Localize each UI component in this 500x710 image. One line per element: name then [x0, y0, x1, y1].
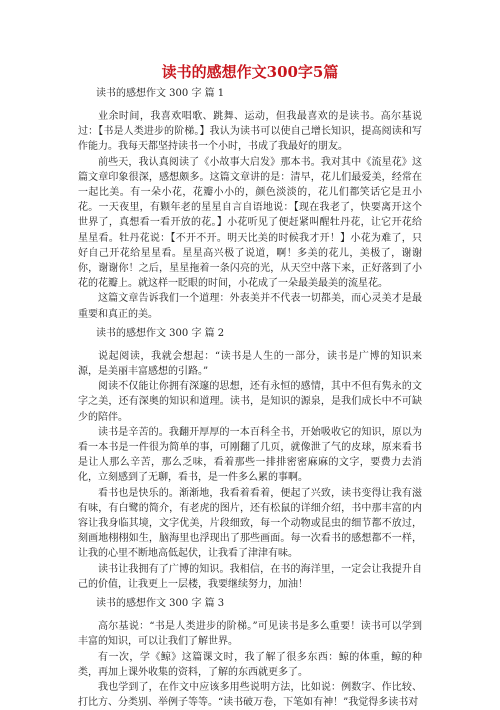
essay-section-2 [78, 326, 422, 592]
essay-section-1 [78, 86, 422, 322]
paragraph: 读书让我拥有了广博的知识。我相信，在书的海洋里，一定会让我提升自己的价值，让我更上一层楼，我要继续努力，加油！ [78, 563, 422, 590]
paragraph: 阅读不仅能让你拥有深邃的思想，还有永恒的感情，其中不但有隽永的文字之美，还有深奥的知识和道理。读书，是知识的源泉，是我们成长中不可缺少的陪伴。 [78, 381, 422, 423]
section-heading: 读书的感想作文 300 字 篇 1 [96, 88, 225, 99]
paragraph: 读书是辛苦的。我翻开厚厚的一本百科全书，开始吸收它的知识，原以为看一本书是一件很为简单的事，可刚翻了几页，就像泄了气的皮球，原来看书是让人那么辛苦，那么乏味，看着那些一排排密密麻麻的文字，要费力去消化，立刻感到了无聊，看书，是一件多么累的事啊。 [78, 426, 422, 484]
paragraph: 高尔基说：“书是人类进步的阶梯。”可见读书是多么重要！读书可以学到丰富的知识，可以让我们了解世界。 [78, 621, 422, 648]
paragraph: 这篇文章告诉我们一个道理：外表美并不代表一切都美，而心灵美才是最重要和真正的美。 [78, 293, 422, 320]
paragraph: 我也学到了，在作文中应该多用些说明方法，比如说：例数字、作比较、打比方、分类别、举例子等等。“读书破万卷，下笔如有神！”我觉得多读书对 [78, 681, 422, 709]
paragraph: 说起阅读，我就会想起：“读书是人生的一部分，读书是广博的知识来源，是美丽丰富感想的引路。” [78, 350, 422, 378]
essay-section-3 [78, 596, 422, 710]
paragraph: 前些天，我认真阅读了《小故事大启发》那本书。我对其中《流星花》这篇文章印象很深，感想颇多。这篇文章讲的是：清早，花儿们最爱美，经常在一起比美。有一朵小花，花瓣小小的，颜色淡淡的，花儿们都笑话它是丑小花。一天夜里，有颗年老的星星自言自语地说：【现在我老了，快要离开这个世界了，真想看一看开放的花。】小花听见了便赶紧叫醒牡丹花，让它开花给星星看。牡丹花说：【不开不开。明天比美的时候我才开！】小花为难了，只好自己开花给星星看。星星高兴极了说道，啊！多美的花儿，美极了，谢谢你，谢谢你！之后，星星拖着一条闪亮的光，从天空中落下来，正好落到了小花的花瓣上。就这样一眨眼的时间，小花成了一朵最美最美的流星花。 [78, 156, 422, 290]
paragraph: 看书也是快乐的。渐渐地，我看着看着，便起了兴致，读书变得让我有滋有味，有白鹭的简介，有老虎的图片，还有松鼠的详细介绍，书中那丰富的内容让我身临其境，文字优美，片段细致，每一个动物或昆虫的细节都不放过，刻画地栩栩如生，脑海里也浮现出了那些画面。每一次看书的感想都不一样，让我的心里不断地高低起伏，让我看了津津有味。 [78, 487, 422, 560]
document-title: 读书的感想作文300字5篇 [161, 63, 339, 81]
paragraph: 有一次，学《鲸》这篇课文时，我了解了很多东西：鲸的体重，鲸的种类，再加上课外收集的资料，了解的东西就更多了。 [78, 651, 422, 678]
paragraph: 业余时间，我喜欢唱歌、跳舞、运动，但我最喜欢的是读书。高尔基说过：【书是人类进步的阶梯。】我认为读书可以使自己增长知识，提高阅读和写作能力。我每天都坚持读书一个小时，书成了我最好的朋友。 [78, 111, 422, 153]
section-heading: 读书的感想作文 300 字 篇 3 [96, 598, 225, 610]
section-heading: 读书的感想作文 300 字 篇 2 [96, 327, 225, 339]
